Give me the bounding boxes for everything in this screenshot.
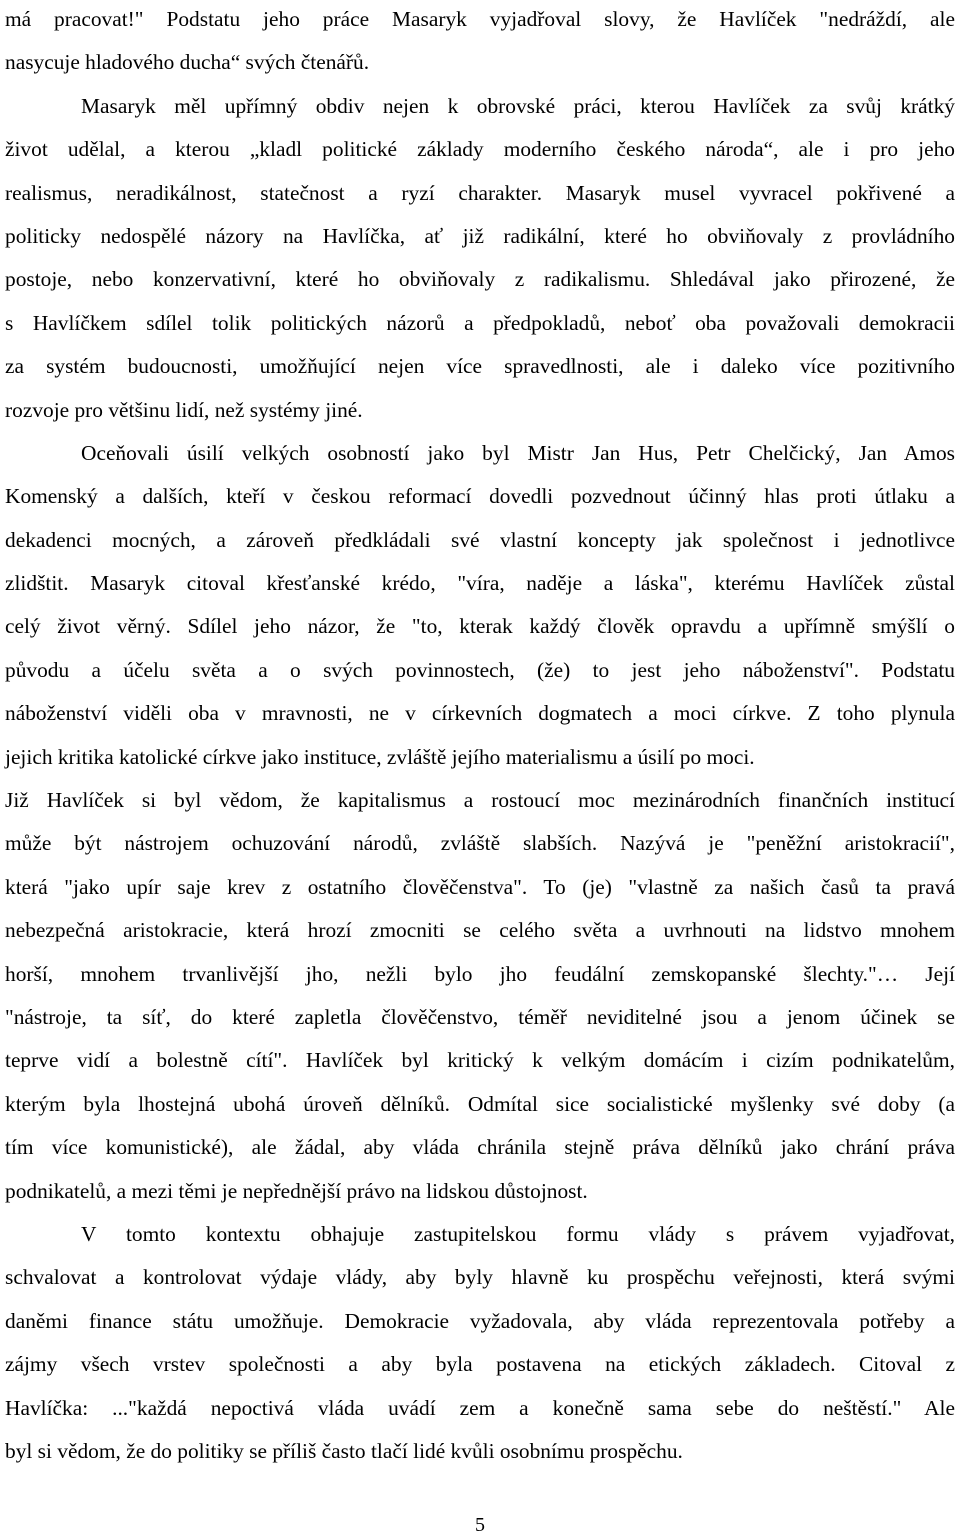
text-line: dekadenci mocných, a zároveň předkládali své vlastní koncepty jak společnost i jednotlivce: [5, 527, 955, 552]
page-number: 5: [475, 1514, 485, 1536]
text-line: byl si vědom, že do politiky se příliš často tlačí lidé kvůli osobnímu prospěchu.: [5, 1438, 683, 1463]
text-line: jejich kritika katolické církve jako instituce, zvláště jejího materialismu a úsilí po moci.: [5, 744, 755, 769]
text-line: s Havlíčkem sdílel tolik politických názorů a předpokladů, neboť oba považovali demokracii: [5, 310, 955, 335]
text-line: postoje, nebo konzervativní, které ho obviňovaly z radikalismu. Shledával jako přirozené, že: [5, 267, 955, 292]
text-line: zájmy všech vrstev společnosti a aby byla postavena na etických základech. Citoval z: [5, 1352, 955, 1377]
text-line: původu a účelu světa a o svých povinnostech, (že) to jest jeho náboženství". Podstatu: [5, 657, 955, 682]
text-line: Již Havlíček si byl vědom, že kapitalismus a rostoucí moc mezinárodních finančních institucí: [5, 788, 955, 813]
text-line: Masaryk měl upřímný obdiv nejen k obrovské práci, kterou Havlíček za svůj krátký: [81, 93, 955, 118]
text-line: politicky nedospělé názory na Havlíčka, ať již radikální, které ho obviňovaly z provládního: [5, 223, 955, 248]
text-line: má pracovat!" Podstatu jeho práce Masaryk vyjadřoval slovy, že Havlíček "nedráždí, ale: [5, 7, 955, 31]
text-line: daněmi finance státu umožňuje. Demokracie vyžadovala, aby vláda reprezentovala potřeby a: [5, 1308, 955, 1333]
text-line: náboženství viděli oba v mravnosti, ne v církevních dogmatech a moci církve. Z toho plynula: [5, 701, 955, 726]
text-line: zlidštit. Masaryk citoval křesťanské krédo, "víra, naděje a láska", kterému Havlíček zůstal: [5, 571, 955, 596]
text-line: rozvoje pro většinu lidí, než systémy jiné.: [5, 397, 363, 422]
text-line: Komenský a dalších, kteří v českou reformací dovedli pozvednout účinný hlas proti útlaku a: [5, 484, 955, 509]
text-line: tím více komunistické), ale žádal, aby vláda chránila stejně práva dělníků jako chrání práva: [5, 1135, 955, 1160]
text-line: Oceňovali úsilí velkých osobností jako byl Mistr Jan Hus, Petr Chelčický, Jan Amos: [81, 440, 955, 465]
text-line: celý život věrný. Sdílel jeho názor, že "to, kterak každý člověk opravdu a upřímně smýšlí o: [5, 614, 955, 639]
text-line: podnikatelů, a mezi těmi je nepřednější právo na lidskou důstojnost.: [5, 1178, 588, 1203]
text-line: může být nástrojem ochuzování národů, zvláště slabších. Nazývá je "peněžní aristokracií",: [5, 831, 955, 856]
text-line: V tomto kontextu obhajuje zastupitelskou formu vlády s právem vyjadřovat,: [81, 1221, 955, 1246]
text-line: "nástroje, ta síť, do které zapletla člověčenstvo, téměř neviditelné jsou a jenom účinek se: [5, 1004, 955, 1029]
text-line: kterým byla lhostejná ubohá úroveň dělníků. Odmítal sice socialistické myšlenky své doby (a: [5, 1091, 955, 1116]
text-line: schvalovat a kontrolovat výdaje vlády, aby byly hlavně ku prospěchu veřejnosti, která svými: [5, 1265, 955, 1290]
text-line: realismus, neradikálnost, statečnost a ryzí charakter. Masaryk musel vyvracel pokřivené a: [5, 180, 955, 205]
text-line: nasycuje hladového ducha“ svých čtenářů.: [5, 50, 370, 75]
text-line: nebezpečná aristokracie, která hrozí zmocniti se celého světa a uvrhnouti na lidstvo mnohem: [5, 918, 955, 943]
text-line: život udělal, a kterou „kladl politické základy moderního českého národa“, ale i pro jeho: [5, 137, 955, 162]
text-line: Havlíčka: ..."každá nepoctivá vláda uvádí zem a konečně sama sebe do neštěstí." Ale: [5, 1395, 955, 1420]
text-line: teprve vidí a bolestně cítí". Havlíček byl kritický k velkým domácím i cizím podnikatelům,: [5, 1048, 955, 1073]
document-page: [5, 0, 955, 1473]
text-line: která "jako upír saje krev z ostatního člověčenstva". To (je) "vlastně za našich časů ta pravá: [5, 874, 955, 899]
text-line: za systém budoucnosti, umožňující nejen více spravedlnosti, ale i daleko více pozitivního: [5, 354, 955, 379]
text-line: horší, mnohem trvanlivější jho, nežli bylo jho feudální zemskopanské šlechty."… Její: [5, 961, 955, 986]
